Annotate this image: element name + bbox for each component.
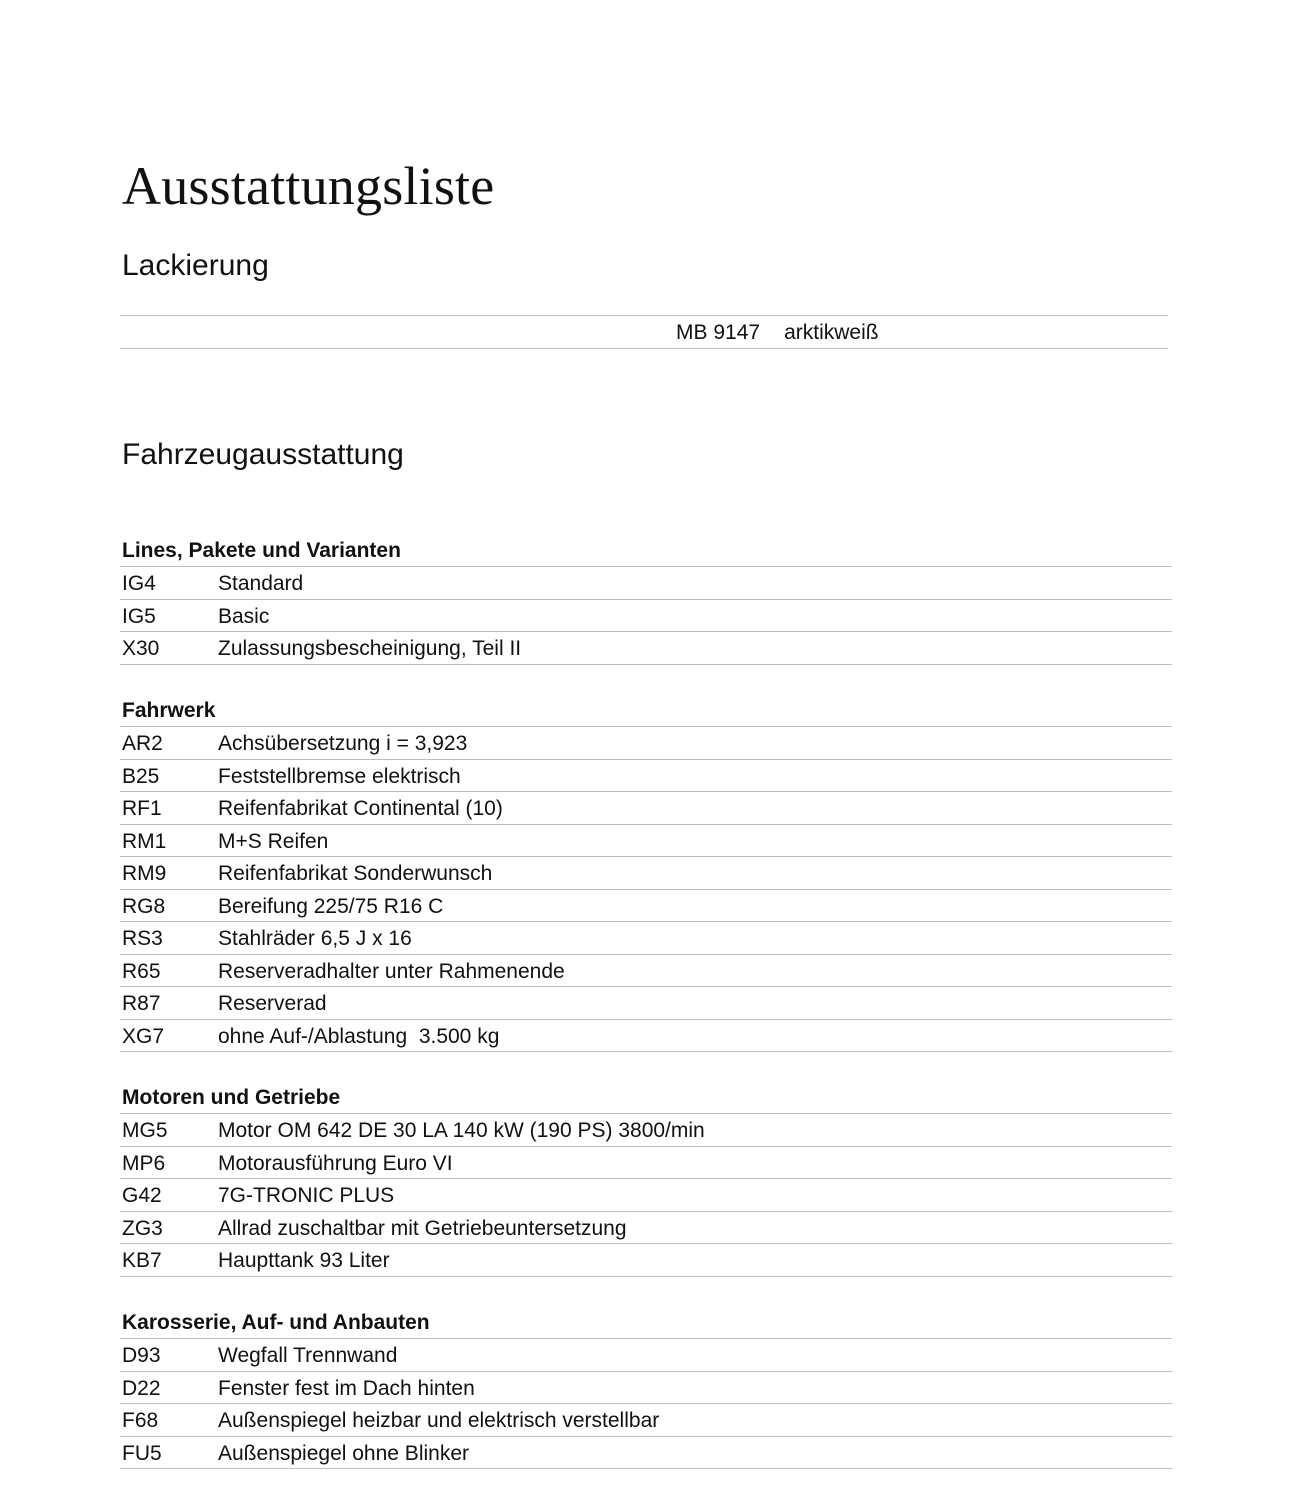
option-code: X30 [122, 637, 160, 660]
option-description: Feststellbremse elektrisch [218, 764, 461, 788]
option-description: Zulassungsbescheinigung, Teil II [218, 637, 522, 660]
page-title: Ausstattungsliste [122, 156, 495, 216]
section-motoren-getriebe [120, 1082, 1172, 1277]
option-description: Bereifung 225/75 R16 C [218, 894, 444, 918]
table-row [120, 922, 1172, 955]
option-code: IG4 [122, 572, 156, 595]
option-description: Haupttank 93 Liter [218, 1249, 390, 1272]
option-code: KB7 [122, 1249, 162, 1272]
option-description: M+S Reifen [218, 829, 329, 853]
table-row [120, 1212, 1172, 1245]
paint-heading: Lackierung [122, 249, 269, 282]
section-title: Motoren und Getriebe [120, 1082, 1172, 1114]
table-row [120, 987, 1172, 1020]
table-row [120, 1114, 1172, 1147]
section-title: Fahrwerk [120, 695, 1172, 727]
option-code: F68 [122, 1409, 159, 1432]
option-code: RG8 [122, 894, 166, 918]
option-description: Standard [218, 572, 304, 595]
option-code: G42 [122, 1184, 162, 1207]
section-title: Lines, Pakete und Varianten [120, 535, 1172, 567]
option-description: Reserverad [218, 992, 327, 1015]
table-row [120, 825, 1172, 858]
table-row [120, 727, 1172, 760]
table-row [120, 1404, 1172, 1437]
option-code: R87 [122, 992, 161, 1015]
option-description: Außenspiegel heizbar und elektrisch verstellbar [218, 1409, 660, 1432]
section-title: Karosserie, Auf- und Anbauten [120, 1307, 1172, 1339]
table-row [120, 792, 1172, 825]
option-code: MG5 [122, 1119, 168, 1142]
option-description: Fenster fest im Dach hinten [218, 1376, 475, 1400]
option-code: B25 [122, 764, 160, 788]
table-row [120, 1179, 1172, 1212]
section-lines-pakete [120, 535, 1172, 665]
option-description: Basic [218, 604, 270, 628]
section-fahrwerk [120, 695, 1172, 1052]
paint-row [120, 315, 1168, 349]
option-code: FU5 [122, 1441, 162, 1465]
option-code: AR2 [122, 732, 163, 755]
option-code: R65 [122, 959, 161, 983]
option-code: RS3 [122, 927, 163, 950]
option-description: ohne Auf-/Ablastung 3.500 kg [218, 1024, 500, 1048]
table-row [120, 567, 1172, 600]
option-code: XG7 [122, 1024, 165, 1048]
option-description: Allrad zuschaltbar mit Getriebeuntersetzung [218, 1216, 627, 1240]
option-code: D22 [122, 1376, 161, 1400]
option-description: Wegfall Trennwand [218, 1344, 398, 1367]
option-code: MP6 [122, 1151, 166, 1175]
option-code: ZG3 [122, 1216, 163, 1240]
table-row [120, 1339, 1172, 1372]
option-description: Motor OM 642 DE 30 LA 140 kW (190 PS) 3800/min [218, 1119, 705, 1142]
option-description: Außenspiegel ohne Blinker [218, 1441, 469, 1465]
option-description: Reifenfabrikat Continental (10) [218, 797, 503, 820]
option-description: Reifenfabrikat Sonderwunsch [218, 862, 493, 885]
table-row [120, 600, 1172, 633]
table-row [120, 1020, 1172, 1053]
table-row [120, 955, 1172, 988]
section-karosserie [120, 1307, 1172, 1469]
option-code: D93 [122, 1344, 161, 1367]
table-row [120, 1244, 1172, 1277]
table-row [120, 760, 1172, 793]
table-row [120, 890, 1172, 923]
option-description: Achsübersetzung i = 3,923 [218, 732, 468, 755]
table-row [120, 1437, 1172, 1470]
option-description: Motorausführung Euro VI [218, 1151, 453, 1175]
table-row [120, 1372, 1172, 1405]
table-row [120, 857, 1172, 890]
paint-name: arktikweiß [784, 321, 879, 344]
option-code: IG5 [122, 604, 156, 628]
option-code: RM1 [122, 829, 167, 853]
option-description: Reserveradhalter unter Rahmenende [218, 959, 565, 983]
option-code: RM9 [122, 862, 167, 885]
table-row [120, 1147, 1172, 1180]
equipment-heading: Fahrzeugausstattung [122, 438, 404, 471]
option-code: RF1 [122, 797, 162, 820]
paint-code: MB 9147 [676, 321, 761, 344]
option-description: Stahlräder 6,5 J x 16 [218, 927, 412, 950]
option-description: 7G-TRONIC PLUS [218, 1184, 395, 1207]
table-row [120, 632, 1172, 665]
